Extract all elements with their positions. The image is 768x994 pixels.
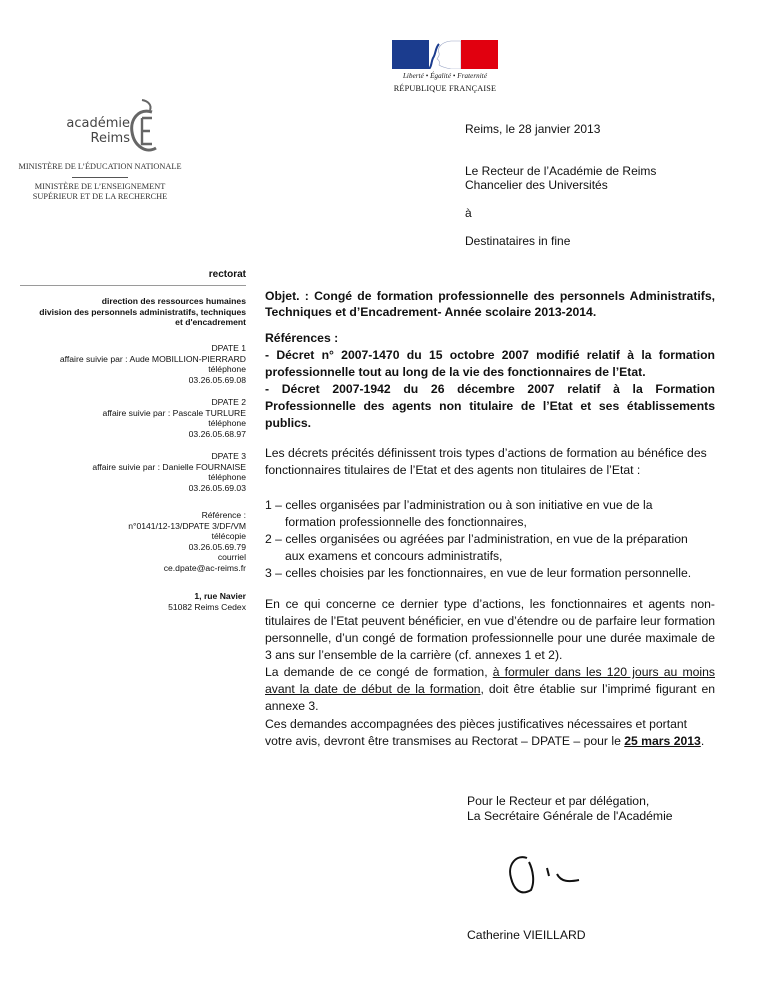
reference-2: - Décret 2007-1942 du 26 décembre 2007 relatif à la Formation Professionnelle des agents non titulaire de l’Etat et ses établissements publics. [265,382,715,430]
contact-tel-label: téléphone [208,364,246,375]
contact-tel-label: téléphone [208,472,246,483]
handwritten-signature [505,852,595,900]
republic-name: RÉPUBLIQUE FRANÇAISE [393,84,497,93]
email-value[interactable]: ce.dpate@ac-reims.fr [163,562,246,573]
division-label: division des personnels administratifs, techniques [39,306,246,317]
reference-label: Référence : [201,510,246,520]
paragraph-demande: La demande de ce congé de formation, à formuler dans les 120 jours au moins avant la date de début de la formation, doit être établie sur l’imprimé figurant en annexe 3. [265,665,716,713]
contact-tel-label: téléphone [208,418,246,429]
contact-tel: 03.26.05.68.97 [188,428,246,439]
deadline-date: 25 mars 2013 [624,734,701,748]
sender-title [465,164,656,192]
signature-line-2: La Secrétaire Générale de l'Académie [467,809,673,823]
contact-unit: DPATE 1 [211,343,246,353]
fax-value: 03.26.05.69.79 [188,541,246,552]
contact-affaire: affaire suivie par : Aude MOBILLION-PIERRARD [59,353,246,364]
contact-tel: 03.26.05.69.03 [188,482,246,493]
letter-date: Reims, le 28 janvier 2013 [465,122,601,136]
sidebar-reference [20,510,246,574]
list-item: 2 – celles organisées ou agréées par l’administration, en vue de la préparation [265,532,688,546]
contact-affaire: affaire suivie par : Danielle FOURNAISE [92,461,246,472]
list-item-cont: formation professionnelle des fonctionnaires, [285,515,527,529]
references-block [265,330,715,432]
contact-dpate2 [20,397,246,439]
republique-francaise-logo [392,40,498,98]
objet-label: Objet. : [265,289,309,303]
references-label: Références : [265,331,339,345]
list-item-cont: aux examens et concours administratifs, [285,549,503,563]
sidebar-address [20,591,246,612]
sender-line-2: Chancelier des Universités [465,178,608,192]
signature-line-1: Pour le Recteur et par délégation, [467,794,650,808]
contact-dpate1 [20,343,246,385]
ministry-separator [72,177,128,178]
signatory-name: Catherine VIEILLARD [467,928,586,942]
ministry-education: MINISTÈRE DE L’ÉDUCATION NATIONALE [18,162,182,171]
contact-dpate3 [20,451,246,493]
contact-affaire: affaire suivie par : Pascale TURLURE [102,407,246,418]
intro-paragraph: Les décrets précités définissent trois types d’actions de formation au bénéfice des fonctionnaires titulaires de l’Etat et des agents non titulaires de l’Etat : [265,446,707,477]
contact-unit: DPATE 2 [211,397,246,407]
address-street: 1, rue Navier [194,591,246,601]
contact-tel: 03.26.05.69.08 [188,374,246,385]
sidebar-rectorat: rectorat [208,269,246,280]
academie-e-emblem-icon [128,98,160,156]
objet-text: Congé de formation professionnelle des personnels Administratifs, Techniques et d’Encadrement- Année scolaire 2013-2014. [265,289,715,319]
reference-value: n°0141/12-13/DPATE 3/DF/VM [128,520,246,531]
division-label-2: et d'encadrement [175,317,246,328]
marianne-profile-icon [429,40,461,69]
email-label: courriel [217,552,246,563]
list-item: 1 – celles organisées par l’administration ou à son initiative en vue de la [265,498,653,512]
to-word: à [465,206,472,220]
republic-motto: Liberté • Égalité • Fraternité [402,72,488,80]
direction-label: direction des ressources humaines [101,296,246,306]
fax-label: télécopie [211,531,246,542]
objet [265,288,715,320]
reference-1: - Décret n° 2007-1470 du 15 octobre 2007 modifié relatif à la formation professionnelle tout au long de la vie des fonctionnaires de l’Etat. [265,348,715,379]
ministry-higher-education: MINISTÈRE DE L’ENSEIGNEMENT SUPÉRIEUR ET DE LA RECHERCHE [32,182,168,201]
academie-name: académie Reims [66,116,130,146]
contact-unit: DPATE 3 [211,451,246,461]
sidebar-divider [20,285,246,286]
ministries-block [18,162,182,201]
sidebar-direction [20,296,246,328]
recipients: Destinataires in fine [465,234,571,248]
actions-list [265,497,725,582]
list-item: 3 – celles choisies par les fonctionnaires, en vue de leur formation personnelle. [265,566,692,580]
paragraph-transmission: Ces demandes accompagnées des pièces justificatives nécessaires et portant votre avis, devront être transmises au Rectorat – DPATE – pour le 25 mars 2013. [265,717,705,748]
address-city: 51082 Reims Cedex [168,601,246,612]
paragraph-conge: En ce qui concerne ce dernier type d’actions, les fonctionnaires et agents non-titulaires de l’Etat peuvent bénéficier, en vue d’étendre ou de parfaire leur formation personnelle, d’un congé de formation professionnelle pour une durée maximale de 3 ans sur l’ensemble de la carrière (cf. annexes 1 et 2). [265,597,715,662]
signature-title [467,794,673,824]
deadline-condition: à formuler dans les 120 jours au moins avant la date de début de la formation [265,665,715,696]
sender-line-1: Le Recteur de l’Académie de Reims [465,164,657,178]
academie-logo [54,96,158,158]
